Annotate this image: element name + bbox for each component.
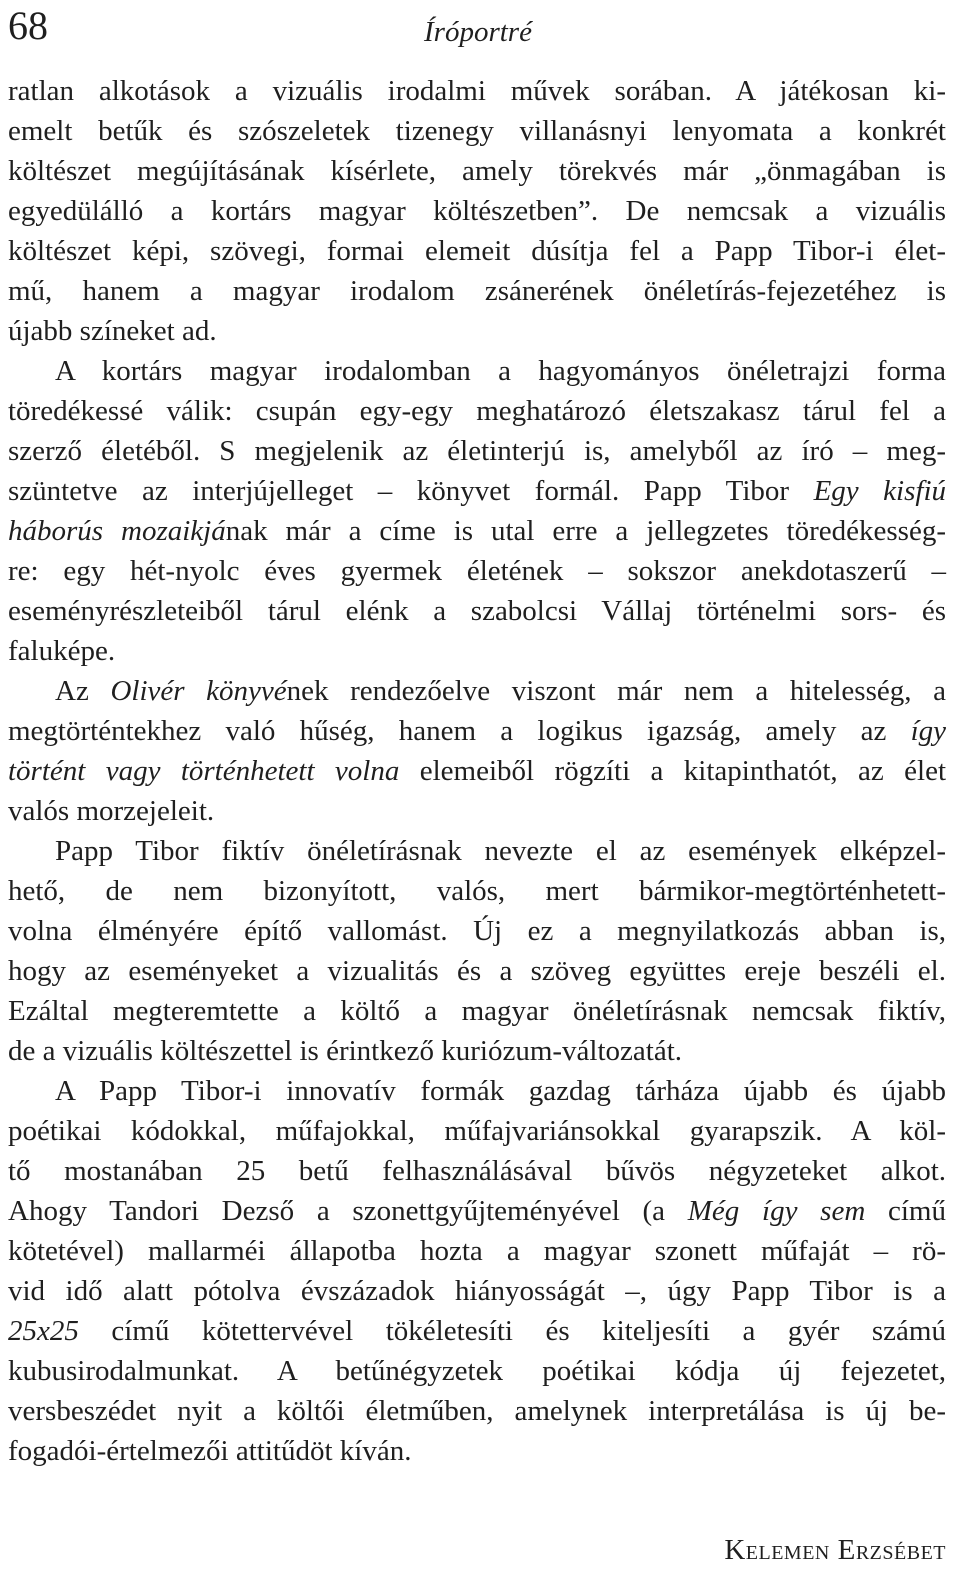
text-line xyxy=(8,231,946,271)
text-line xyxy=(8,1311,946,1351)
text-segment: tő mostanában 25 betű felhasználásával bűvös négyzeteket alkot. xyxy=(8,1155,946,1187)
text-segment: elemeiből rögzíti a kitapinthatót, az élet xyxy=(399,755,946,787)
text-line xyxy=(8,311,946,351)
text-line xyxy=(8,271,946,311)
text-line xyxy=(8,1231,946,1271)
text-segment: hető, de nem bizonyított, valós, mert bármikor-megtörténhetett- xyxy=(8,875,946,907)
text-segment: költészet képi, szövegi, formai elemeit dúsítja fel a Papp Tibor-i élet- xyxy=(8,235,946,267)
text-line xyxy=(8,431,946,471)
text-segment: eseményrészleteiből tárul elénk a szabolcsi Vállaj történelmi sors- és xyxy=(8,595,946,627)
text-segment: de a vizuális költészettel is érintkező kuriózum-változatát. xyxy=(8,1035,682,1067)
text-line xyxy=(8,511,946,551)
text-segment: című xyxy=(865,1195,946,1227)
running-title: Íróportré xyxy=(424,16,532,48)
text-line xyxy=(8,991,946,1031)
text-line xyxy=(8,391,946,431)
paragraph-first-line xyxy=(8,351,946,391)
text-segment: szüntetve az interjújelleget – könyvet formál. Papp Tibor xyxy=(8,475,814,507)
italic-title-text: Egy kisfiú xyxy=(813,475,946,507)
italic-title-text: 25x25 xyxy=(8,1315,79,1347)
text-segment: Ezáltal megteremtette a költő a magyar önéletírásnak nemcsak fiktív, xyxy=(8,995,946,1027)
text-segment: megtörténtekhez való hűség, hanem a logikus igazság, amely az xyxy=(8,715,911,747)
text-segment: szerző életéből. S megjelenik az életinterjú is, amelyből az író – meg- xyxy=(8,435,946,467)
text-line xyxy=(8,871,946,911)
text-segment: Ahogy Tandori Dezső a szonettgyűjteményével (a xyxy=(8,1195,688,1227)
italic-title-text: Olivér könyvé xyxy=(110,675,287,707)
text-line xyxy=(8,551,946,591)
text-segment: vid idő alatt pótolva évszázadok hiányosságát –, úgy Papp Tibor is a xyxy=(8,1275,946,1307)
italic-title-text: háborús mozaikjá xyxy=(8,515,226,547)
text-segment: emelt betűk és szószeletek tizenegy villanásnyi lenyomata a konkrét xyxy=(8,115,946,147)
text-segment: kubusirodalmunkat. A betűnégyzetek poétikai kódja új fejezetet, xyxy=(8,1355,946,1387)
text-segment: ratlan alkotások a vizuális irodalmi művek sorában. A játékosan ki- xyxy=(8,75,946,107)
text-line xyxy=(8,471,946,511)
text-line xyxy=(8,791,946,831)
paragraph-first-line xyxy=(8,671,946,711)
text-segment: nek rendezőelve viszont már nem a hitelesség, a xyxy=(286,675,946,707)
text-line xyxy=(8,951,946,991)
text-line xyxy=(8,191,946,231)
text-segment: versbeszédet nyit a költői életműben, amelynek interpretálása is új be- xyxy=(8,1395,946,1427)
text-segment: poétikai kódokkal, műfajokkal, műfajvariánsokkal gyarapszik. A köl- xyxy=(8,1115,946,1147)
text-segment: mű, hanem a magyar irodalom zsánerének önéletírás-fejezetéhez is xyxy=(8,275,946,307)
text-segment: valós morzejeleit. xyxy=(8,795,215,827)
text-segment: A Papp Tibor-i innovatív formák gazdag tárháza újabb és újabb xyxy=(55,1075,946,1107)
text-line xyxy=(8,1271,946,1311)
text-line xyxy=(8,1351,946,1391)
text-line xyxy=(8,911,946,951)
paragraph-first-line xyxy=(8,1071,946,1111)
text-line xyxy=(8,1431,946,1471)
italic-title-text: Még így sem xyxy=(687,1195,866,1227)
text-segment: faluképe. xyxy=(8,635,116,667)
text-line xyxy=(8,591,946,631)
text-segment: töredékessé válik: csupán egy-egy meghatározó életszakasz tárul fel a xyxy=(8,395,946,427)
paragraph-first-line xyxy=(8,831,946,871)
italic-title-text: történt vagy történhetett volna xyxy=(8,755,400,787)
text-segment: költészet megújításának kísérlete, amely törekvés már „önmagában is xyxy=(8,155,946,187)
text-segment: fogadói-értelmezői attitűdöt kíván. xyxy=(8,1435,412,1467)
text-segment: hogy az eseményeket a vizualitás és a szöveg együttes ereje beszéli el. xyxy=(8,955,946,987)
author-signature: Kelemen Erzsébet xyxy=(724,1534,946,1566)
text-segment: újabb színeket ad. xyxy=(8,315,217,347)
text-line xyxy=(8,1111,946,1151)
text-line xyxy=(8,711,946,751)
text-line xyxy=(8,1391,946,1431)
text-segment: volna élményére építő vallomást. Új ez a megnyilatkozás abban is, xyxy=(8,915,946,947)
text-segment: A kortárs magyar irodalomban a hagyományos önéletrajzi forma xyxy=(55,355,946,387)
text-segment: című kötettervével tökéletesíti és kiteljesíti a gyér számú xyxy=(78,1315,946,1347)
page-number: 68 xyxy=(8,3,48,48)
text-segment: kötetével) mallarméi állapotba hozta a magyar szonett műfaját – rö- xyxy=(8,1235,946,1267)
text-line xyxy=(8,151,946,191)
text-line xyxy=(8,1151,946,1191)
text-line xyxy=(8,1031,946,1071)
text-segment: Az xyxy=(55,675,111,707)
italic-title-text: így xyxy=(910,715,946,747)
text-segment: nak már a címe is utal erre a jellegzetes töredékesség- xyxy=(225,515,946,547)
text-line xyxy=(8,631,946,671)
text-line xyxy=(8,111,946,151)
text-segment: re: egy hét-nyolc éves gyermek életének – sokszor anekdotaszerű – xyxy=(8,555,946,587)
text-line xyxy=(8,1191,946,1231)
text-line xyxy=(8,71,946,111)
text-segment: Papp Tibor fiktív önéletírásnak nevezte el az események elképzel- xyxy=(55,835,946,867)
body-text xyxy=(8,71,946,1471)
text-segment: egyedülálló a kortárs magyar költészetben”. De nemcsak a vizuális xyxy=(8,195,946,227)
text-line xyxy=(8,751,946,791)
